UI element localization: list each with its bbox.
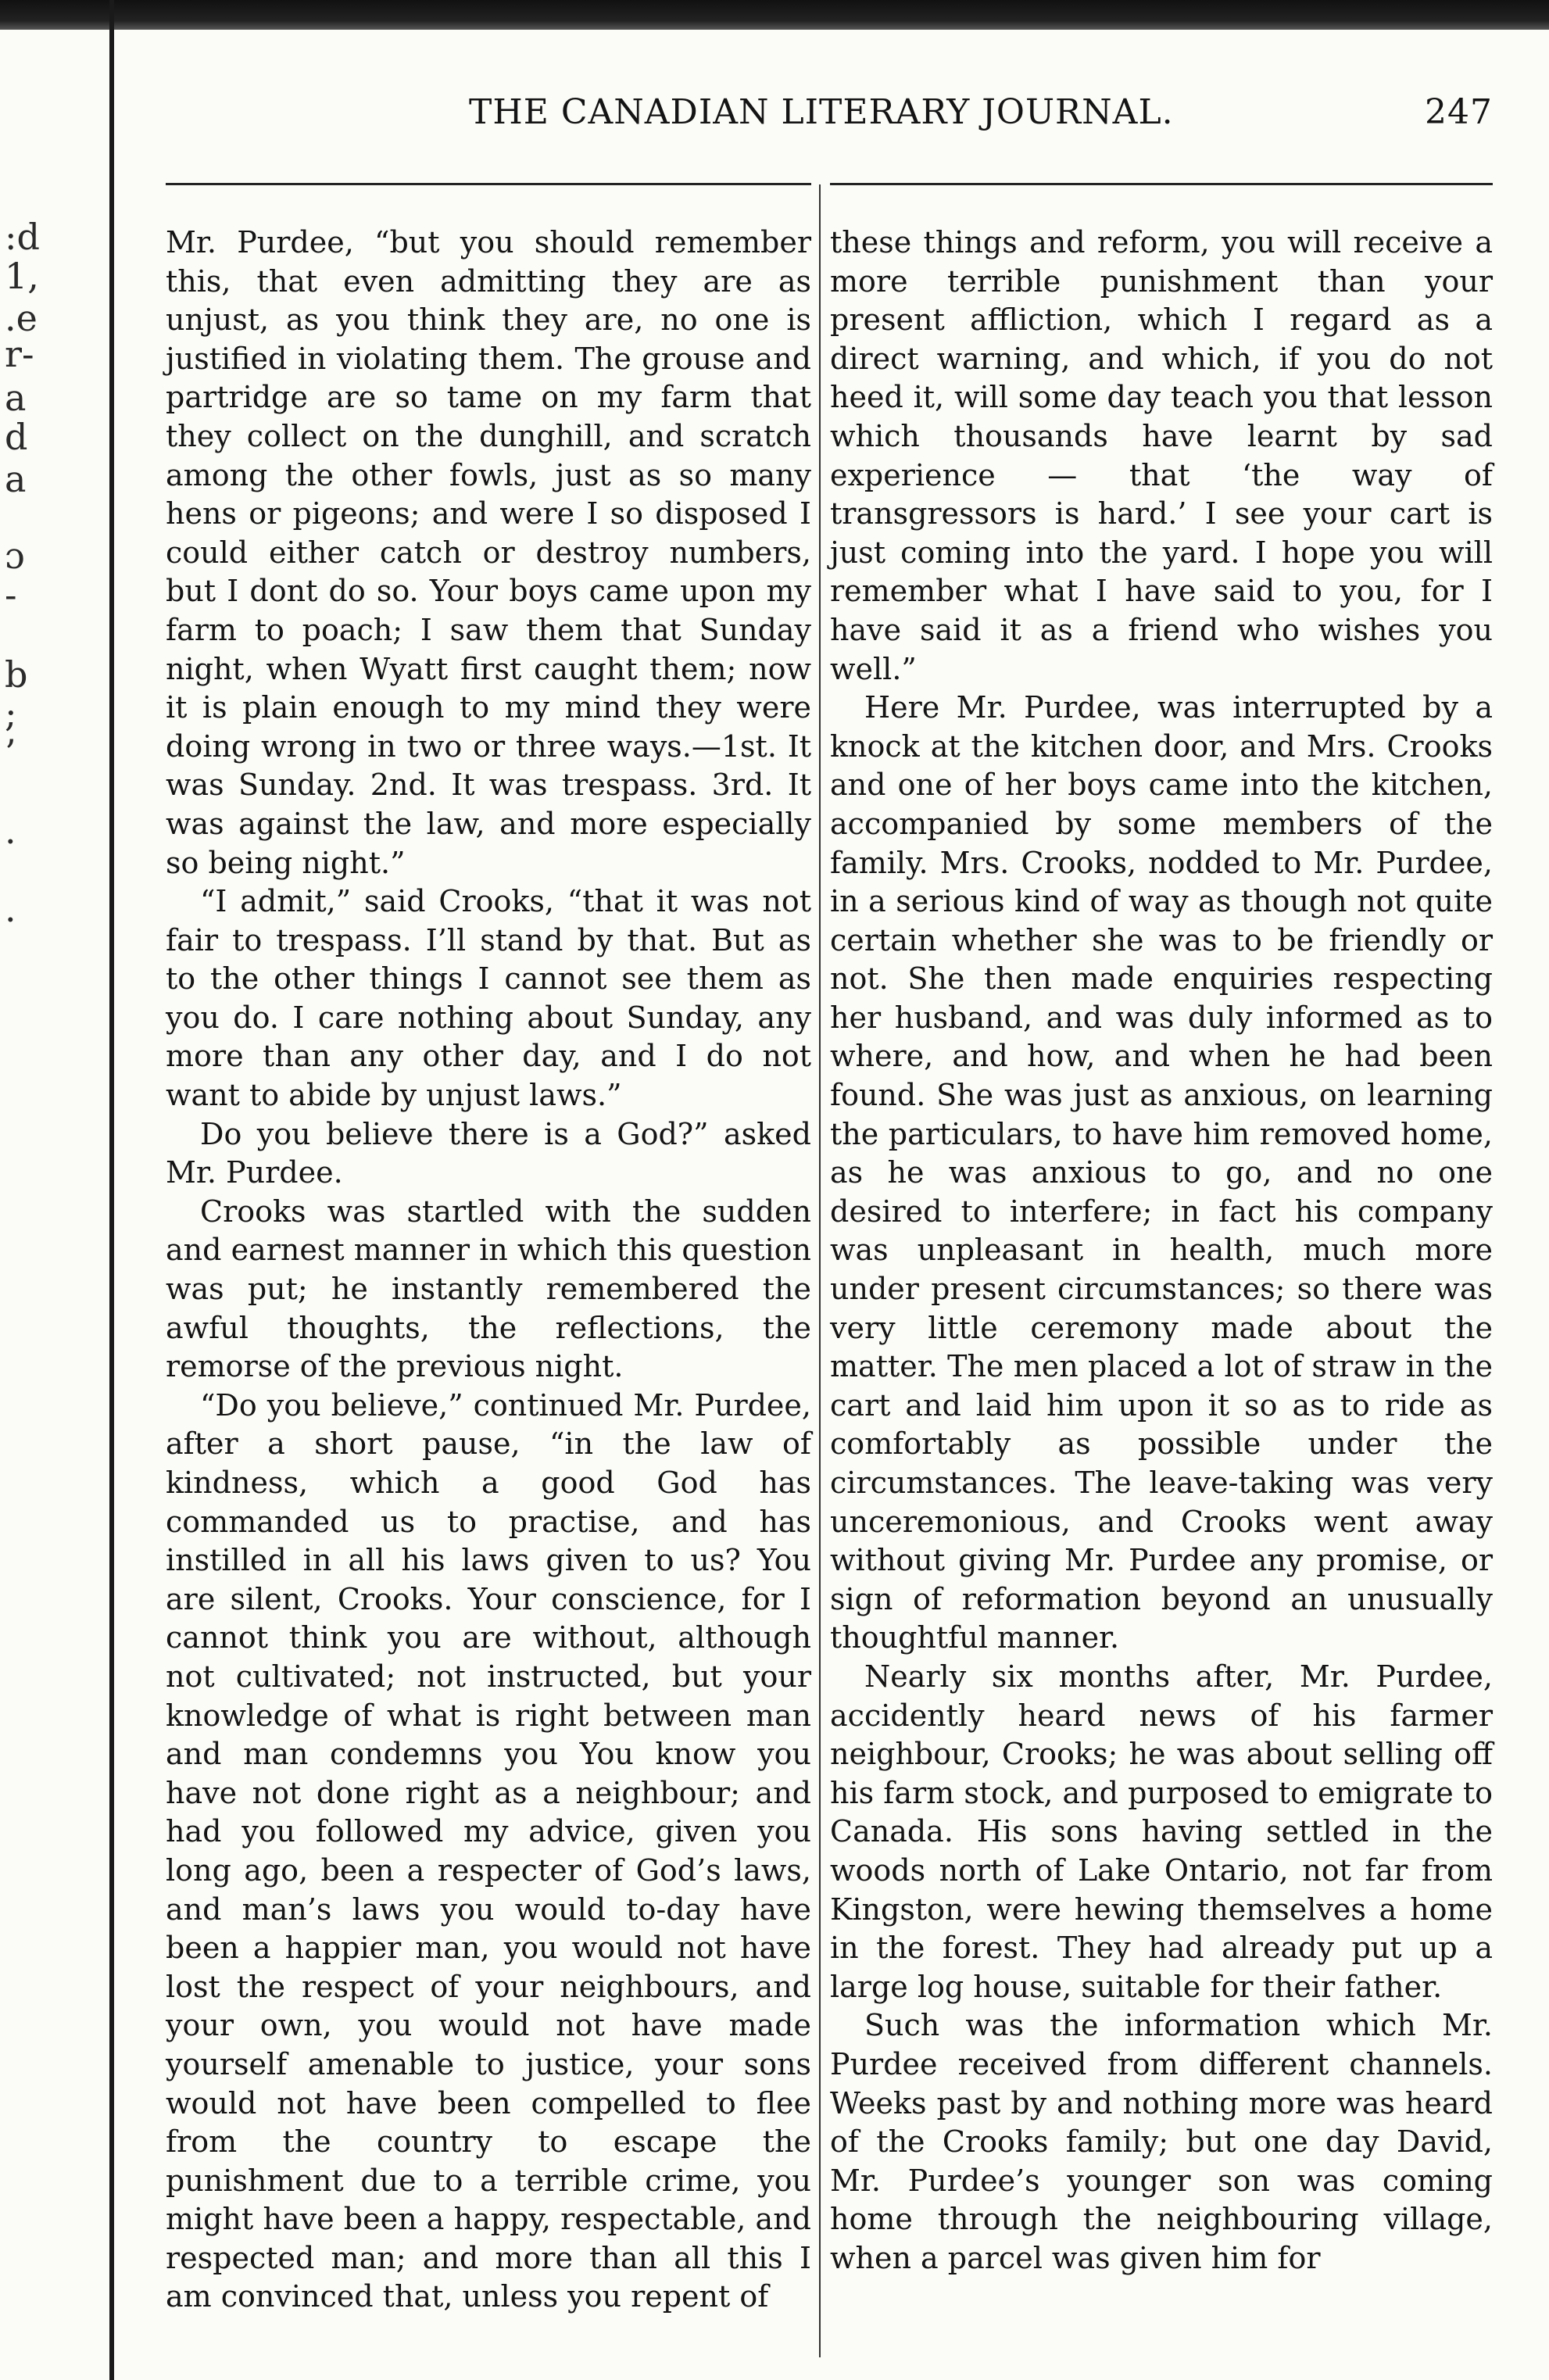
header-rule-right [830, 183, 1493, 185]
paragraph: “I admit,” said Crooks, “that it was not fair to trespass. I’ll stand by that. But as to the other things I cannot see them as you do. I care nothing about Sunday, any more than any other day, and I do not want to abide by unjust laws.” [166, 884, 811, 1113]
column-divider [819, 184, 821, 2357]
paragraph: Mr. Purdee, “but you should remember this, that even admitting they are as unjust, as you think they are, no one is justified in violating them. The grouse and partridge are so tame on my farm that they collect on the dunghill, and scratch among the other fowls, just as so many hens or pigeons; and were I so disposed I could either catch or destroy numbers, but I dont do so. Your boys came upon my farm to poach; I saw them that Sunday night, when Wyatt first caught them; now it is plain enough to my mind they were doing wrong in two or three ways.—1st. It was Sunday. 2nd. It was trespass. 3rd. It was against the law, and more especially so being night.” [166, 225, 811, 880]
margin-fragment: .e [5, 297, 38, 339]
margin-fragment: a [5, 377, 27, 419]
margin-fragment: a [5, 458, 27, 500]
right-column [830, 224, 1493, 2278]
paragraph: Here Mr. Purdee, was interrupted by a knock at the kitchen door, and Mrs. Crooks and one of her boys came into the kitchen, accompanied by some members of the family. Mrs. Crooks, nodded to Mr. Purdee, in a serious kind of way as though not quite certain whether she was to be friendly or not. She then made enquiries respecting her husband, and was duly informed as to where, and how, and when he had been found. She was just as anxious, on learning the particulars, to have him removed home, as he was anxious to go, and no one desired to interfere; in fact his company was unpleasant in health, much more under present circumstances; so there was very little ceremony made about the matter. The men placed a lot of straw in the cart and laid him upon it so as to ride as comfortably as possible under the circumstances. The leave-taking was very unceremonious, and Crooks went away without giving Mr. Purdee any promise, or sign of reformation beyond an unusually thoughtful manner. [830, 690, 1493, 1655]
margin-fragment: d [5, 416, 28, 458]
margin-fragment: ɔ [5, 535, 25, 577]
left-column [166, 224, 811, 2317]
margin-fragment: :d [5, 216, 40, 258]
margin-fragment: r- [5, 333, 34, 375]
left-margin-fragments [0, 0, 109, 2380]
margin-fragment: . [5, 810, 16, 852]
paragraph: Crooks was startled with the sudden and earnest manner in which this question was put; he instantly remembered the awful thoughts, the reflections, the remorse of the previous night. [166, 1194, 811, 1384]
paragraph: “Do you believe,” continued Mr. Purdee, after a short pause, “in the law of kindness, which a good God has commanded us to practise, and has instilled in all his laws given to us? You are silent, Crooks. Your conscience, for I cannot think you are without, although not cultivated; not instructed, but your knowledge of what is right between man and man condemns you You know you have not done right as a neighbour; and had you followed my advice, given you long ago, been a respecter of God’s laws, and man’s laws you would to-day have been a happier man, you would not have lost the respect of your neighbours, and your own, you would not have made yourself amenable to justice, your sons would not have been compelled to flee from the country to escape the punishment due to a terrible crime, you might have been a happy, respectable, and respected man; and more than all this I am convinced that, unless you repent of [166, 1387, 811, 2314]
margin-fragment: - [5, 574, 17, 616]
margin-fragment: b [5, 653, 28, 696]
margin-fragment: ’ [5, 732, 16, 774]
journal-title: THE CANADIAN LITERARY JOURNAL. [469, 92, 1174, 132]
margin-fragment: . [5, 888, 16, 930]
margin-fragment: 1, [5, 255, 39, 297]
top-border-rule [0, 0, 1549, 30]
paragraph: these things and reform, you will receive a more terrible punishment than your present affliction, which I regard as a direct warning, and which, if you do not heed it, will some day teach you that lesson which thousands have learnt by sad experience — that ‘the way of transgressors is hard.’ I see your cart is just coming into the yard. I hope you will remember what I have said to you, for I have said it as a friend who wishes you well.” [830, 225, 1493, 686]
page-number: 247 [1425, 92, 1493, 132]
running-header [469, 92, 1493, 147]
paragraph: Do you believe there is a God?” asked Mr. Purdee. [166, 1116, 811, 1190]
gutter-rule [109, 0, 114, 2380]
margin-fragment: ; [5, 693, 17, 735]
header-rule-left [166, 183, 811, 185]
paragraph: Such was the information which Mr. Purdee received from different channels. Weeks past by and nothing more was heard of the Crooks family; but one day David, Mr. Purdee’s younger son was coming home through the neighbouring village, when a parcel was given him for [830, 2008, 1493, 2275]
paragraph: Nearly six months after, Mr. Purdee, accidently heard news of his farmer neighbour, Crooks; he was about selling off his farm stock, and purposed to emigrate to Canada. His sons having settled in the woods north of Lake Ontario, not far from Kingston, were hewing themselves a home in the forest. They had already put up a large log house, suitable for their father. [830, 1659, 1493, 2004]
